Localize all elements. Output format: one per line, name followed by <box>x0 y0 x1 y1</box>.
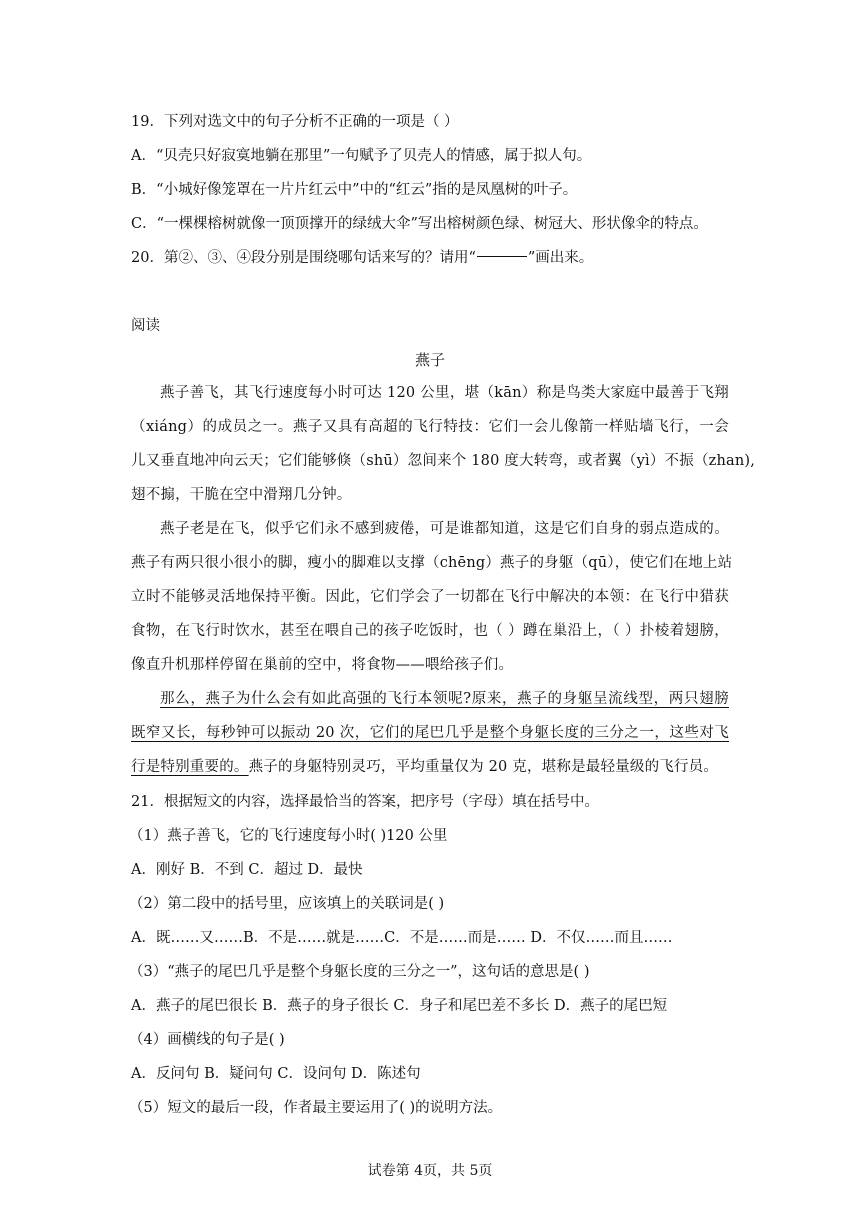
q21-sub5: （5）短文的最后一段，作者最主要运用了( )的说明方法。 <box>129 1100 503 1116</box>
q21-sub3-options: A．燕子的尾巴很长 B．燕子的身子很长 C．身子和尾巴差不多长 D．燕子的尾巴短 <box>131 998 668 1014</box>
passage-line-tail: 燕子的身躯特别灵巧，平均重量仅为 20 克，堪称是最轻量级的飞行员。 <box>248 759 719 775</box>
passage-underlined-line: 行是特别重要的。 <box>131 759 249 775</box>
q19-option-a: A．“贝壳只好寂寞地躺在那里”一句赋予了贝壳人的情感，属于拟人句。 <box>131 148 592 164</box>
q20-text-before: 20．第②、③、④段分别是围绕哪句话来写的？请用“ <box>131 250 476 266</box>
q20-underline-blank <box>477 256 527 257</box>
q21-sub4: （4）画横线的句子是( ) <box>129 1032 285 1048</box>
q19-option-b: B．“小城好像笼罩在一片片红云中”中的“红云”指的是凤凰树的叶子。 <box>131 182 578 198</box>
q19-stem: 19．下列对选文中的句子分析不正确的一项是（ ） <box>131 114 459 130</box>
passage-line: 食物，在飞行时饮水，甚至在喂自己的孩子吃饭时，也（ ）蹲在巢沿上，（ ）扑棱着翅膀， <box>131 623 729 639</box>
passage-underlined-line: 既窄又长，每秒钟可以振动 20 次，它们的尾巴几乎是整个身躯长度的三分之一，这些对飞 <box>131 725 729 741</box>
passage-underlined-line: 那么，燕子为什么会有如此高强的飞行本领呢?原来，燕子的身躯呈流线型，两只翅膀 <box>160 691 729 707</box>
passage-line <box>131 750 718 784</box>
passage-title: 燕子 <box>414 351 445 369</box>
passage-line: （xiáng）的成员之一。燕子又具有高超的飞行特技：它们一会儿像箭一样贴墙飞行，一会 <box>131 419 729 435</box>
q21-sub1: （1）燕子善飞，它的飞行速度每小时( )120 公里 <box>129 828 448 844</box>
q21-sub3: （3）“燕子的尾巴几乎是整个身躯长度的三分之一”，这句话的意思是( ) <box>129 964 590 980</box>
passage-line: 燕子善飞，其飞行速度每小时可达 120 公里，堪（kān）称是鸟类大家庭中最善于飞翔 <box>160 385 729 401</box>
q20-text-after: ”画出来。 <box>527 250 594 266</box>
q19-option-c: C．“一棵棵榕树就像一顶顶撑开的绿绒大伞”写出榕树颜色绿、树冠大、形状像伞的特点。 <box>131 216 708 232</box>
q21-sub1-options: A．刚好 B．不到 C．超过 D．最快 <box>131 862 363 878</box>
q21-stem: 21．根据短文的内容，选择最恰当的答案，把序号（字母）填在括号中。 <box>131 794 599 810</box>
reading-label: 阅读 <box>131 318 160 334</box>
q21-sub2: （2）第二段中的括号里，应该填上的关联词是( ) <box>129 896 445 912</box>
passage-line: 燕子有两只很小很小的脚，瘦小的脚难以支撑（chēng）燕子的身躯（qū），使它们在地上站 <box>131 555 733 571</box>
q20-stem <box>131 248 593 268</box>
page-footer: 试卷第 4页，共 5页 <box>367 1163 493 1179</box>
passage-line: 儿又垂直地冲向云天；它们能够倏（shū）忽间来个 180 度大转弯，或者翼（yì）不振（zhan), <box>131 453 756 469</box>
q21-sub2-options: A．既……又……B．不是……就是……C．不是……而是…… D．不仅……而且…… <box>131 930 673 946</box>
passage-line: 像直升机那样停留在巢前的空中，将食物——喂给孩子们。 <box>131 657 514 673</box>
passage-line: 翅不搧，干脆在空中滑翔几分钟。 <box>131 487 352 503</box>
passage-line: 燕子老是在飞，似乎它们永不感到疲倦，可是谁都知道，这是它们自身的弱点造成的。 <box>160 521 729 537</box>
q21-sub4-options: A．反问句 B．疑问句 C．设问句 D．陈述句 <box>131 1066 421 1082</box>
passage-line: 立时不能够灵活地保持平衡。因此，它们学会了一切都在飞行中解决的本领：在飞行中猎获 <box>131 589 729 605</box>
